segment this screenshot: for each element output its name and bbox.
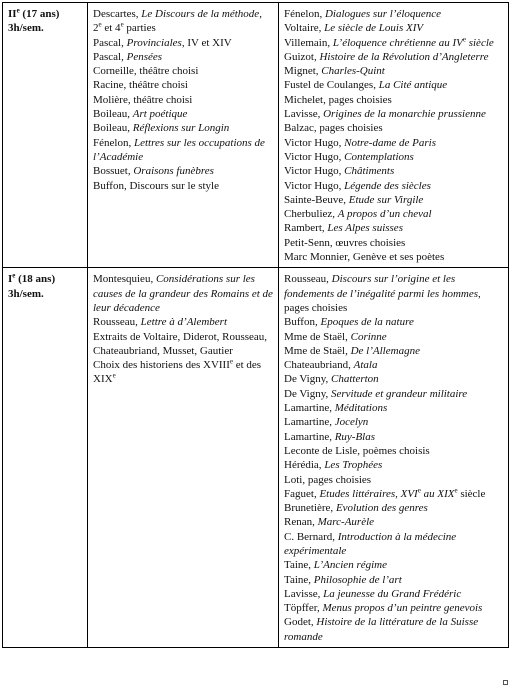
text-run: Victor Hugo, <box>284 179 345 192</box>
list-item <box>93 358 273 387</box>
text-run: Marc Monnier, Genève et ses poètes <box>284 251 445 264</box>
text-run: Charles-Quint <box>321 65 385 78</box>
text-run: Oraisons funèbres <box>133 165 214 178</box>
level-label: IIe (17 ans) <box>8 6 60 20</box>
text-run: Lamartine, <box>284 430 335 443</box>
list-item <box>93 64 273 78</box>
text-run: Lavisse, <box>284 587 324 600</box>
list-item <box>93 7 273 36</box>
list-item <box>284 179 503 193</box>
text-run: Méditations <box>334 402 388 415</box>
text-run: Victor Hugo, <box>284 136 345 149</box>
list-item <box>284 164 503 178</box>
text-run: Rousseau, <box>93 316 141 329</box>
text-run: au XIX <box>420 487 455 500</box>
text-run: Notre-dame de Paris <box>344 136 436 149</box>
text-run: Buffon, <box>284 316 321 329</box>
superscript: e <box>120 20 124 29</box>
level-cell <box>3 3 88 268</box>
list-item <box>93 164 273 178</box>
text-run: Victor Hugo, <box>284 165 345 178</box>
text-run: La jeunesse du Grand Frédéric <box>323 587 462 600</box>
list-item <box>284 372 503 386</box>
text-run: Origines de la monarchie prussienne <box>323 108 486 121</box>
text-run: Racine, théâtre choisi <box>93 79 188 92</box>
text-run: Petit-Senn, œuvres choisies <box>284 236 406 249</box>
list-item <box>284 150 503 164</box>
text-run: Victor Hugo, <box>284 150 345 163</box>
text-run: De Vigny, <box>284 373 332 386</box>
text-run: Taine, <box>284 559 314 572</box>
text-run: Ruy-Blas <box>334 430 376 443</box>
text-run: , pages choisies <box>284 287 481 314</box>
text-run: Extraits de Voltaire, Diderot, Rousseau, Chateaubriand, Musset, Gautier <box>93 330 268 357</box>
superscript: e <box>98 20 102 29</box>
text-run: siècle <box>457 487 486 500</box>
text-run: , IV et XIV <box>181 36 232 49</box>
text-run: parties <box>123 22 156 35</box>
list-item <box>284 530 503 559</box>
list-item <box>284 64 503 78</box>
list-item <box>284 207 503 221</box>
list-item <box>284 93 503 107</box>
text-run: C. Bernard, <box>284 530 338 543</box>
table-row <box>3 3 509 268</box>
text-run: Rambert, <box>284 222 328 235</box>
text-run: Provinciales <box>126 36 182 49</box>
text-run: Menus propos d’un peintre genevois <box>322 602 483 615</box>
text-run: Histoire de la littérature de la Suisse romande <box>284 616 479 643</box>
list-item <box>93 136 273 165</box>
text-run: Montesquieu, <box>93 273 156 286</box>
list-item <box>284 221 503 235</box>
list-item <box>284 444 503 458</box>
text-run: Evolution des genres <box>335 502 428 515</box>
list-item <box>284 344 503 358</box>
list-item <box>284 430 503 444</box>
text-run: Pascal, <box>93 50 127 63</box>
end-marker <box>503 680 508 685</box>
text-run: Rousseau, <box>284 273 332 286</box>
list-item <box>93 50 273 64</box>
text-run: A propos d’un cheval <box>337 208 432 221</box>
list-item <box>284 236 503 250</box>
list-item <box>284 458 503 472</box>
curriculum-table <box>2 2 509 648</box>
list-item <box>284 136 503 150</box>
text-run: Chateaubriand, <box>284 359 354 372</box>
text-run: Corneille, théâtre choisi <box>93 65 199 78</box>
list-item <box>284 78 503 92</box>
list-item <box>284 250 503 264</box>
text-run: De Vigny, <box>284 387 332 400</box>
list-item <box>284 387 503 401</box>
list-item <box>284 473 503 487</box>
list-item <box>284 415 503 429</box>
list-item <box>284 558 503 572</box>
text-run: Fénelon, <box>93 136 134 149</box>
text-run: Pensées <box>126 50 163 63</box>
list-item <box>284 601 503 615</box>
text-run: Cherbuliez, <box>284 208 338 221</box>
text-run: Epoques de la nature <box>320 316 414 329</box>
text-run: Faguet, <box>284 487 320 500</box>
text-run: Pascal, <box>93 36 127 49</box>
text-run: Boileau, <box>93 108 133 121</box>
list-item <box>284 121 503 135</box>
text-run: Michelet, pages choisies <box>284 93 392 106</box>
list-item <box>93 107 273 121</box>
list-item <box>93 179 273 193</box>
text-run: Le siècle de Louis XIV <box>324 22 424 35</box>
text-run: Renan, <box>284 516 318 529</box>
text-run: Etudes littéraires, XVI <box>319 487 418 500</box>
text-run: Lamartine, <box>284 416 335 429</box>
list-item <box>284 587 503 601</box>
text-run: Lettre à d’Alembert <box>140 316 228 329</box>
text-run: Art poétique <box>132 108 188 121</box>
text-run: Légende des siècles <box>344 179 431 192</box>
text-run: Introduction à la médecine expérimentale <box>284 530 457 557</box>
list-item <box>284 330 503 344</box>
list-item <box>284 107 503 121</box>
text-run: Corinne <box>350 330 387 343</box>
text-run: Fustel de Coulanges, <box>284 79 379 92</box>
text-run: Töpffer, <box>284 602 323 615</box>
list-item <box>284 7 503 21</box>
weekly-hours: 3h/sem. <box>8 287 44 300</box>
text-run: Descartes, <box>93 8 142 20</box>
text-run: et des XIX <box>93 359 262 386</box>
text-run: Servitude et grandeur militaire <box>331 387 468 400</box>
text-run: Marc-Aurèle <box>317 516 375 529</box>
list-item <box>284 272 503 315</box>
list-item <box>93 78 273 92</box>
text-run: Chatterton <box>331 373 379 386</box>
text-run: Fénelon, <box>284 8 325 20</box>
superscript: e <box>462 34 466 43</box>
text-run: Dialogues sur l’éloquence <box>324 8 442 20</box>
text-run: Réflexions sur Longin <box>132 122 230 135</box>
authors-list-secondary <box>279 268 509 648</box>
text-run: De l’Allemagne <box>350 344 420 357</box>
text-run: Mignet, <box>284 65 322 78</box>
text-run: Mme de Staël, <box>284 330 351 343</box>
superscript: e <box>417 486 421 495</box>
list-item <box>284 487 503 501</box>
list-item <box>284 615 503 644</box>
list-item <box>284 501 503 515</box>
text-run: Lettres sur les occupations de l’Académie <box>93 136 265 163</box>
text-run: Taine, <box>284 573 314 586</box>
table-row <box>3 268 509 648</box>
text-run: Châtiments <box>344 165 395 178</box>
text-run: Histoire de la Révolution d’Angleterre <box>319 50 489 63</box>
text-run: Leconte de Lisle, poèmes choisis <box>284 444 430 457</box>
text-run: Etude sur Virgile <box>348 193 424 206</box>
text-run: Mme de Staël, <box>284 344 351 357</box>
text-run: Balzac, pages choisies <box>284 122 383 135</box>
text-run: Sainte-Beuve, <box>284 193 349 206</box>
list-item <box>284 573 503 587</box>
level-label: Ie (18 ans) <box>8 271 56 286</box>
superscript: e <box>454 486 458 495</box>
list-item <box>93 93 273 107</box>
text-run: Discours sur l’origine et les fondements de l’inégalité parmi les hommes <box>284 273 478 300</box>
text-run: , 2 <box>93 8 262 35</box>
text-run: Considérations sur les causes de la grandeur des Romains et de leur décadence <box>93 273 273 314</box>
text-run: L’éloquence chrétienne au IV <box>332 36 463 49</box>
text-run: Le Discours de la méthode <box>141 8 260 20</box>
text-run: Brunetière, <box>284 502 336 515</box>
text-run: siècle <box>465 36 494 49</box>
list-item <box>93 36 273 50</box>
text-run: Jocelyn <box>334 416 369 429</box>
text-run: Guizot, <box>284 50 320 63</box>
text-run: Godet, <box>284 616 317 629</box>
text-run: La Cité antique <box>378 79 448 92</box>
text-run: Philosophie de l’art <box>313 573 402 586</box>
text-run: Boileau, <box>93 122 133 135</box>
list-item <box>284 50 503 64</box>
list-item <box>284 515 503 529</box>
list-item <box>284 358 503 372</box>
text-run: Molière, théâtre choisi <box>93 93 193 106</box>
list-item <box>284 36 503 50</box>
text-run: L’Ancien régime <box>313 559 387 572</box>
weekly-hours: 3h/sem. <box>8 22 44 35</box>
list-item <box>93 315 273 329</box>
text-run: Voltaire, <box>284 22 325 35</box>
text-run: Contemplations <box>344 150 414 163</box>
authors-list-primary <box>88 3 279 268</box>
text-run: Bossuet, <box>93 165 134 178</box>
text-run: et 4 <box>101 22 121 35</box>
superscript: e <box>112 371 116 380</box>
text-run: Buffon, Discours sur le style <box>93 179 219 192</box>
text-run: Lamartine, <box>284 402 335 415</box>
level-cell <box>3 268 88 648</box>
authors-list-secondary <box>279 3 509 268</box>
list-item <box>93 121 273 135</box>
text-run: Atala <box>353 359 378 372</box>
text-run: Hérédia, <box>284 459 325 472</box>
list-item <box>284 315 503 329</box>
text-run: Choix des historiens des XVIII <box>93 359 230 372</box>
text-run: Loti, pages choisies <box>284 473 372 486</box>
authors-list-primary <box>88 268 279 648</box>
text-run: Les Alpes suisses <box>327 222 403 235</box>
superscript: e <box>229 357 233 366</box>
list-item <box>93 330 273 359</box>
list-item <box>284 401 503 415</box>
list-item <box>93 272 273 315</box>
text-run: Les Trophées <box>324 459 383 472</box>
list-item <box>284 193 503 207</box>
text-run: Lavisse, <box>284 108 324 121</box>
text-run: Villemain, <box>284 36 333 49</box>
list-item <box>284 21 503 35</box>
